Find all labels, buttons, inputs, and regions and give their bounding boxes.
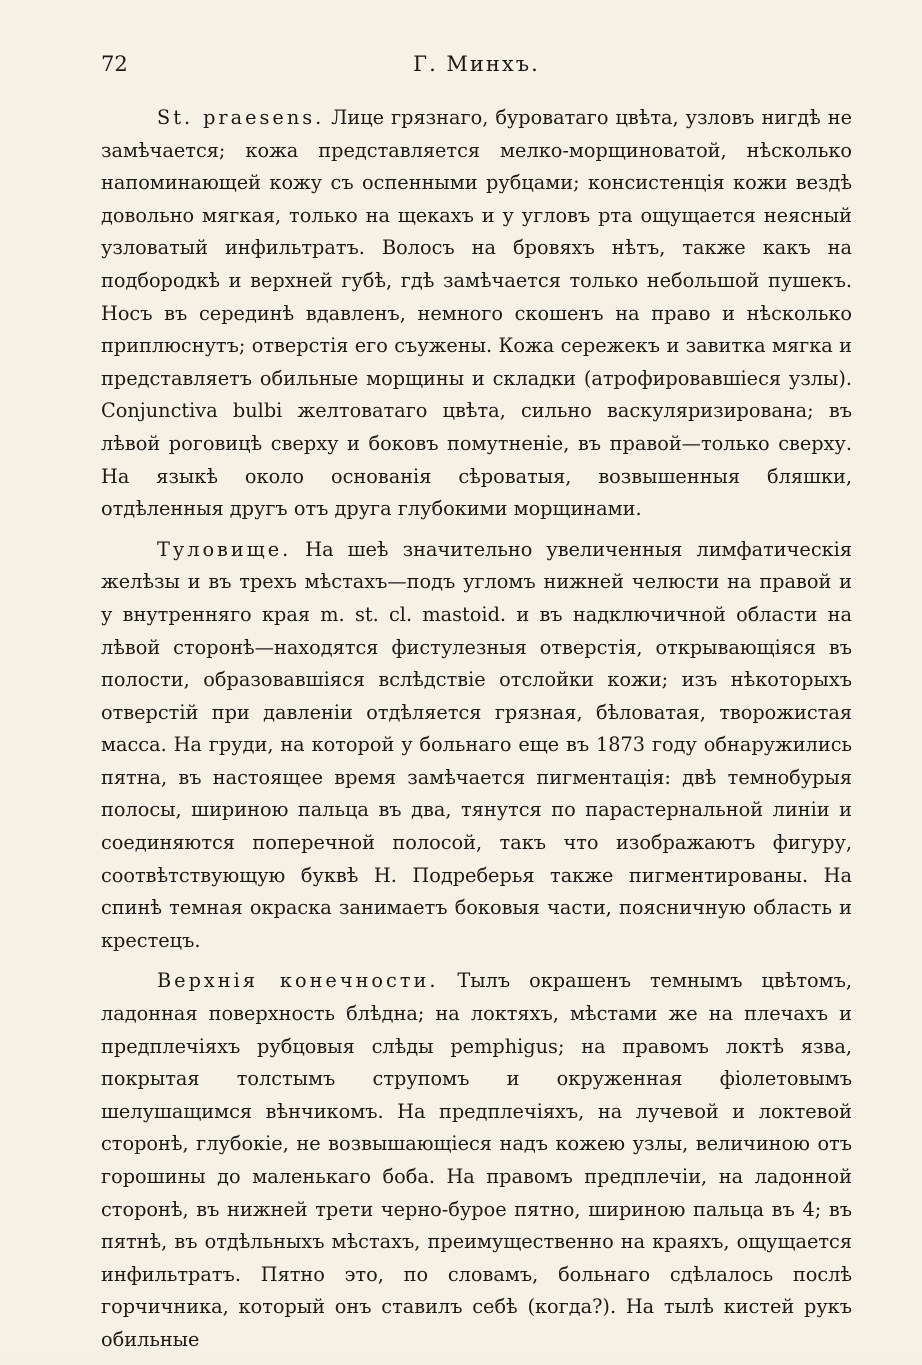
paragraph-status-praesens — [101, 102, 852, 526]
paragraph-lead: Туловище. — [157, 537, 292, 561]
paragraph-lead: St. praesens. — [157, 106, 325, 129]
paragraph-trunk — [101, 534, 852, 958]
running-header — [101, 52, 852, 84]
paragraph-text: Тылъ окрашенъ темнымъ цвѣтомъ, ладонная поверхность блѣдна; на локтяхъ, мѣстами же на плечахъ и предплечіяхъ рубцовыя слѣды pemphigus; на правомъ локтѣ язва, покрытая толстымъ струпомъ и окруженная фіолетовымъ шелушащимся вѣнчикомъ. На предплечіяхъ, на лучевой и локтевой сторонѣ, глубокіе, не возвышающіеся надъ кожею узлы, величиною отъ горошины до маленькаго боба. На правомъ предплечіи, на ладонной сторонѣ, въ нижней трети черно-бурое пятно, шириною пальца въ 4; въ пятнѣ, въ отдѣльныхъ мѣстахъ, преимущественно на краяхъ, ощущается инфильтратъ. Пятно это, по словамъ, больнаго сдѣлалось послѣ горчичника, который онъ ставилъ себѣ (когда?). На тылѣ кистей рукъ обильные — [101, 969, 853, 1351]
page-number: 72 — [101, 52, 128, 76]
running-title: Г. Минхъ. — [413, 52, 540, 76]
paragraph-upper-limbs — [101, 965, 852, 1356]
body-text — [101, 102, 852, 1365]
paragraph-text: Лице грязнаго, буроватаго цвѣта, узловъ нигдѣ не замѣчается; кожа представляется мелко-морщиноватой, нѣсколько напоминающей кожу съ оспенными рубцами; консистенція кожи вездѣ довольно мягкая, только на щекахъ и у угловъ рта ощущается неясный узловатый инфильтратъ. Волосъ на бровяхъ нѣтъ, также какъ на подбородкѣ и верхней губѣ, гдѣ замѣчается только небольшой пушекъ. Носъ въ серединѣ вдавленъ, немного скошенъ на право и нѣсколько приплюснутъ; отверстія его съужены. Кожа сережекъ и завитка мягка и представляетъ обильные морщины и складки (атрофировавшіеся узлы). Conjunctiva bulbi желтоватаго цвѣта, сильно васкуляризирована; въ лѣвой роговицѣ сверху и боковъ помутненіе, въ правой—только сверху. На языкѣ около основанія сѣроватыя, возвышенныя бляшки, отдѣленныя другъ отъ друга глубокими морщинами. — [101, 106, 852, 521]
paragraph-lead: Верхнія конечности. — [157, 969, 439, 993]
paragraph-text: На шеѣ значительно увеличенныя лимфатическія желѣзы и въ трехъ мѣстахъ—подъ угломъ нижней челюсти на правой и у внутренняго края m. st. cl. mastoid. и въ надключичной области на лѣвой сторонѣ—находятся фистулезныя отверстія, открывающіяся въ полости, образовавшіяся вслѣдствіе отслойки кожи; изъ нѣкоторыхъ отверстій при давленіи отдѣляется грязная, бѣловатая, творожистая масса. На груди, на которой у больнаго еще въ 1873 году обнаружились пятна, въ настоящее время замѣчается пигментація: двѣ темнобурыя полосы, шириною пальца въ два, тянутся по парастернальной линіи и соединяются поперечной полосой, такъ что изображаютъ фигуру, соотвѣтствующую буквѣ Н. Подреберья также пигментированы. На спинѣ темная окраска занимаетъ боковыя части, поясничную область и крестецъ. — [101, 537, 852, 952]
